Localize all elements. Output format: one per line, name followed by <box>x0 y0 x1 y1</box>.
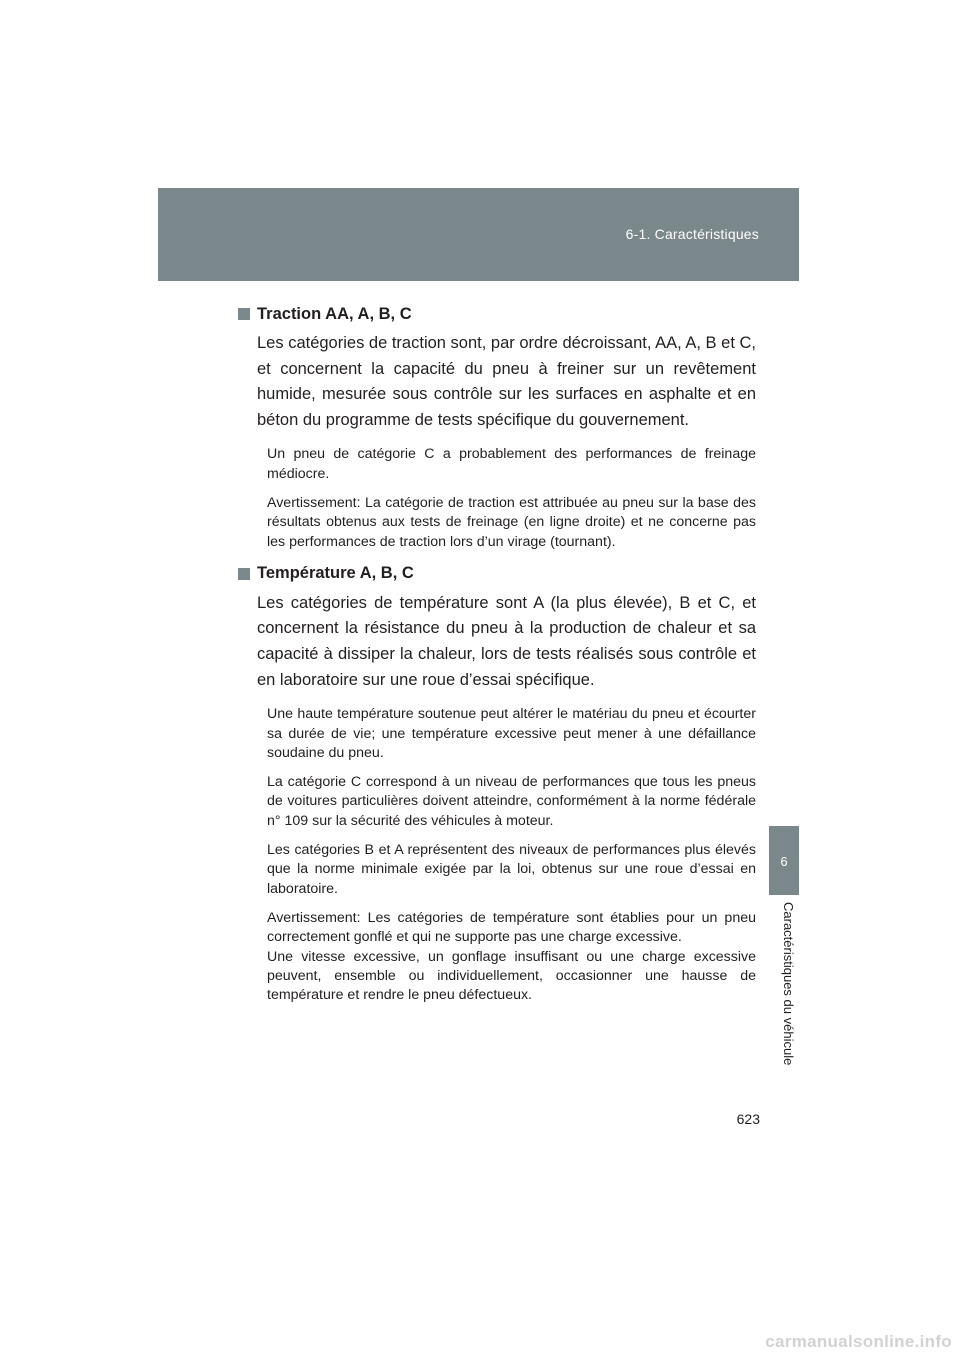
square-bullet-icon <box>238 308 250 320</box>
section-title: Température A, B, C <box>257 564 414 583</box>
warning-line: Une vitesse excessive, un gonflage insuffisant ou une charge excessive peuvent, ensemble ou individuellement, occasionner une hausse de température et rendre le pneu défectueux. <box>267 948 756 1004</box>
section-body: Les catégories de traction sont, par ordre décroissant, AA, A, B et C, et concernent la capacité du pneu à freiner sur un revêtement humide, mesurée sous contrôle sur les surfaces en asphalte et en béton du programme de tests spécifique du gouvernement. <box>257 334 756 429</box>
section-heading <box>238 302 756 326</box>
section-temperature <box>238 562 756 1006</box>
page-content <box>238 302 756 1015</box>
note-paragraph: Les catégories B et A représentent des niveaux de performances plus élevés que la norme minimale exigée par la loi, obtenus sur une roue d’essai en laboratoire. <box>267 842 756 897</box>
header-band <box>158 188 799 281</box>
chapter-title: Caractéristiques du véhicule <box>781 902 796 1066</box>
section-body: Les catégories de température sont A (la plus élevée), B et C, et concernent la résistance du pneu à la production de chaleur et sa capacité à dissiper la chaleur, lors de tests réalisés sous contrôle et en laboratoire sur une roue d’essai spécifique. <box>257 593 756 689</box>
watermark: carmanualsonline.info <box>765 1332 952 1351</box>
square-bullet-icon <box>238 568 250 580</box>
section-heading <box>238 562 756 586</box>
chapter-number: 6 <box>780 854 788 869</box>
chapter-tab <box>769 826 799 895</box>
note-paragraph: La catégorie C correspond à un niveau de performances que tous les pneus de voitures particulières doivent atteindre, conformément à la norme fédérale n° 109 sur la sécurité des véhicules à moteur. <box>267 774 756 829</box>
warning-paragraph <box>267 909 756 1005</box>
page-number: 623 <box>736 1111 760 1127</box>
warning-line: Avertissement: Les catégories de température sont établies pour un pneu correctement gonflé et qui ne supporte pas une charge excessive. <box>267 909 756 946</box>
section-traction <box>238 302 756 552</box>
note-paragraph: Un pneu de catégorie C a probablement des performances de freinage médiocre. <box>267 446 756 482</box>
section-label: 6-1. Caractéristiques <box>625 226 759 242</box>
warning-paragraph: Avertissement: La catégorie de traction est attribuée au pneu sur la base des résultats obtenus aux tests de freinage (en ligne droite) et ne concerne pas les performances de traction lors d’un virage (tournant). <box>267 494 756 550</box>
section-title: Traction AA, A, B, C <box>257 304 412 323</box>
note-paragraph: Une haute température soutenue peut altérer le matériau du pneu et écourter sa durée de vie; une température excessive peut mener à une défaillance soudaine du pneu. <box>267 706 756 761</box>
